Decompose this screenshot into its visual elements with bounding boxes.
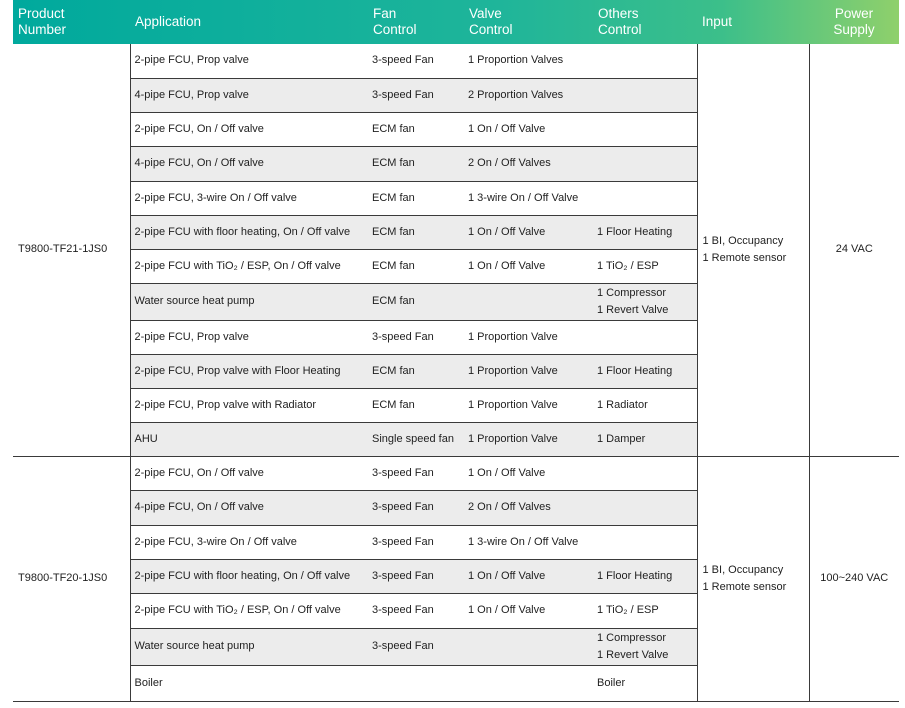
valve-control-cell: 1 On / Off Valve bbox=[464, 249, 593, 283]
application-cell: 4-pipe FCU, Prop valve bbox=[130, 78, 368, 112]
application-cell: 4-pipe FCU, On / Off valve bbox=[130, 146, 368, 181]
application-cell: 2-pipe FCU with TiO₂ / ESP, On / Off valve bbox=[130, 593, 368, 628]
others-control-line: 1 Floor Heating bbox=[597, 225, 673, 238]
application-cell: 2-pipe FCU, Prop valve bbox=[130, 44, 368, 78]
others-control-cell bbox=[593, 181, 697, 215]
input-line: 1 Remote sensor bbox=[702, 580, 787, 593]
others-control-cell bbox=[593, 665, 697, 701]
application-cell: 2-pipe FCU with TiO₂ / ESP, On / Off valve bbox=[130, 249, 368, 283]
application-cell: Water source heat pump bbox=[130, 283, 368, 320]
others-control-line: 1 TiO₂ / ESP bbox=[597, 604, 659, 616]
others-control-cell bbox=[593, 628, 697, 665]
valve-control-cell: 1 Proportion Valve bbox=[464, 320, 593, 354]
others-control-cell bbox=[593, 422, 697, 456]
application-cell: Boiler bbox=[130, 665, 368, 701]
input-line: 1 BI, Occupancy bbox=[702, 563, 784, 576]
others-control-cell bbox=[593, 215, 697, 249]
product-number-cell: T9800-TF20-1JS0 bbox=[13, 456, 130, 701]
valve-control-cell: 1 Proportion Valve bbox=[464, 354, 593, 388]
header-product-number: Product Number bbox=[18, 6, 67, 37]
input-line: 1 BI, Occupancy bbox=[702, 234, 784, 247]
others-control-line: Boiler bbox=[597, 676, 626, 689]
header-row bbox=[13, 0, 899, 44]
valve-control-cell: 1 On / Off Valve bbox=[464, 112, 593, 146]
valve-control-cell: 1 On / Off Valve bbox=[464, 456, 593, 490]
others-control-cell bbox=[593, 354, 697, 388]
valve-control-cell bbox=[464, 628, 593, 665]
valve-control-cell: 1 On / Off Valve bbox=[464, 593, 593, 628]
input-line: 1 Remote sensor bbox=[702, 251, 787, 264]
others-control-cell bbox=[593, 320, 697, 354]
application-cell: 2-pipe FCU, 3-wire On / Off valve bbox=[130, 181, 368, 215]
fan-control-cell: ECM fan bbox=[368, 146, 464, 181]
fan-control-cell: ECM fan bbox=[368, 283, 464, 320]
others-control-cell bbox=[593, 490, 697, 525]
header-power-supply: Power Supply bbox=[833, 6, 875, 37]
header-application: Application bbox=[135, 14, 202, 29]
fan-control-cell: 3-speed Fan bbox=[368, 593, 464, 628]
application-cell: 2-pipe FCU with floor heating, On / Off valve bbox=[130, 215, 368, 249]
fan-control-cell: 3-speed Fan bbox=[368, 559, 464, 593]
valve-control-cell bbox=[464, 665, 593, 701]
others-control-cell bbox=[593, 249, 697, 283]
valve-control-cell: 1 3-wire On / Off Valve bbox=[464, 525, 593, 559]
header-input: Input bbox=[702, 14, 733, 29]
others-control-cell bbox=[593, 44, 697, 78]
others-control-line: 1 Revert Valve bbox=[597, 648, 669, 661]
application-cell: 2-pipe FCU, 3-wire On / Off valve bbox=[130, 525, 368, 559]
valve-control-cell: 1 Proportion Valve bbox=[464, 422, 593, 456]
others-control-cell bbox=[593, 146, 697, 181]
table-body bbox=[13, 44, 899, 701]
fan-control-cell: 3-speed Fan bbox=[368, 628, 464, 665]
valve-control-cell: 1 Proportion Valve bbox=[464, 388, 593, 422]
power-supply-cell: 100~240 VAC bbox=[809, 456, 899, 701]
header-fan-control: Fan Control bbox=[373, 6, 417, 37]
others-control-line: 1 Floor Heating bbox=[597, 364, 673, 377]
input-cell bbox=[697, 456, 809, 701]
fan-control-cell: ECM fan bbox=[368, 181, 464, 215]
valve-control-cell: 1 On / Off Valve bbox=[464, 559, 593, 593]
fan-control-cell: ECM fan bbox=[368, 388, 464, 422]
others-control-cell bbox=[593, 283, 697, 320]
others-control-cell bbox=[593, 388, 697, 422]
fan-control-cell: Single speed fan bbox=[368, 422, 464, 456]
valve-control-cell bbox=[464, 283, 593, 320]
fan-control-cell: 3-speed Fan bbox=[368, 490, 464, 525]
application-cell: 2-pipe FCU, Prop valve bbox=[130, 320, 368, 354]
others-control-cell bbox=[593, 593, 697, 628]
power-supply-cell: 24 VAC bbox=[809, 44, 899, 456]
fan-control-cell: ECM fan bbox=[368, 354, 464, 388]
others-control-line: 1 Compressor bbox=[597, 286, 667, 299]
others-control-line: 1 TiO₂ / ESP bbox=[597, 259, 659, 272]
product-number-cell: T9800-TF21-1JS0 bbox=[13, 44, 130, 456]
application-cell: 2-pipe FCU, Prop valve with Radiator bbox=[130, 388, 368, 422]
fan-control-cell: ECM fan bbox=[368, 112, 464, 146]
application-cell: Water source heat pump bbox=[130, 628, 368, 665]
others-control-cell bbox=[593, 78, 697, 112]
others-control-line: 1 Compressor bbox=[597, 631, 667, 644]
fan-control-cell bbox=[368, 665, 464, 701]
others-control-cell bbox=[593, 559, 697, 593]
valve-control-cell: 2 On / Off Valves bbox=[464, 146, 593, 181]
others-control-cell bbox=[593, 525, 697, 559]
valve-control-cell: 1 3-wire On / Off Valve bbox=[464, 181, 593, 215]
valve-control-cell: 1 Proportion Valves bbox=[464, 44, 593, 78]
application-cell: 4-pipe FCU, On / Off valve bbox=[130, 490, 368, 525]
header-valve-control: Valve Control bbox=[469, 6, 513, 37]
application-cell: 2-pipe FCU, On / Off valve bbox=[130, 112, 368, 146]
valve-control-cell: 1 On / Off Valve bbox=[464, 215, 593, 249]
application-cell: AHU bbox=[130, 422, 368, 456]
table-row bbox=[13, 456, 899, 490]
spec-table bbox=[13, 0, 899, 702]
application-cell: 2-pipe FCU, On / Off valve bbox=[130, 456, 368, 490]
application-cell: 2-pipe FCU with floor heating, On / Off valve bbox=[130, 559, 368, 593]
fan-control-cell: 3-speed Fan bbox=[368, 525, 464, 559]
others-control-cell bbox=[593, 456, 697, 490]
fan-control-cell: 3-speed Fan bbox=[368, 320, 464, 354]
application-cell: 2-pipe FCU, Prop valve with Floor Heating bbox=[130, 354, 368, 388]
fan-control-cell: 3-speed Fan bbox=[368, 78, 464, 112]
fan-control-cell: ECM fan bbox=[368, 249, 464, 283]
fan-control-cell: 3-speed Fan bbox=[368, 456, 464, 490]
others-control-line: 1 Radiator bbox=[597, 398, 648, 411]
others-control-line: 1 Revert Valve bbox=[597, 303, 669, 316]
table-row bbox=[13, 44, 899, 78]
others-control-cell bbox=[593, 112, 697, 146]
valve-control-cell: 2 On / Off Valves bbox=[464, 490, 593, 525]
input-cell bbox=[697, 44, 809, 456]
valve-control-cell: 2 Proportion Valves bbox=[464, 78, 593, 112]
others-control-line: 1 Damper bbox=[597, 432, 646, 445]
header-others-control: Others Control bbox=[598, 6, 642, 37]
fan-control-cell: ECM fan bbox=[368, 215, 464, 249]
fan-control-cell: 3-speed Fan bbox=[368, 44, 464, 78]
others-control-line: 1 Floor Heating bbox=[597, 569, 673, 582]
